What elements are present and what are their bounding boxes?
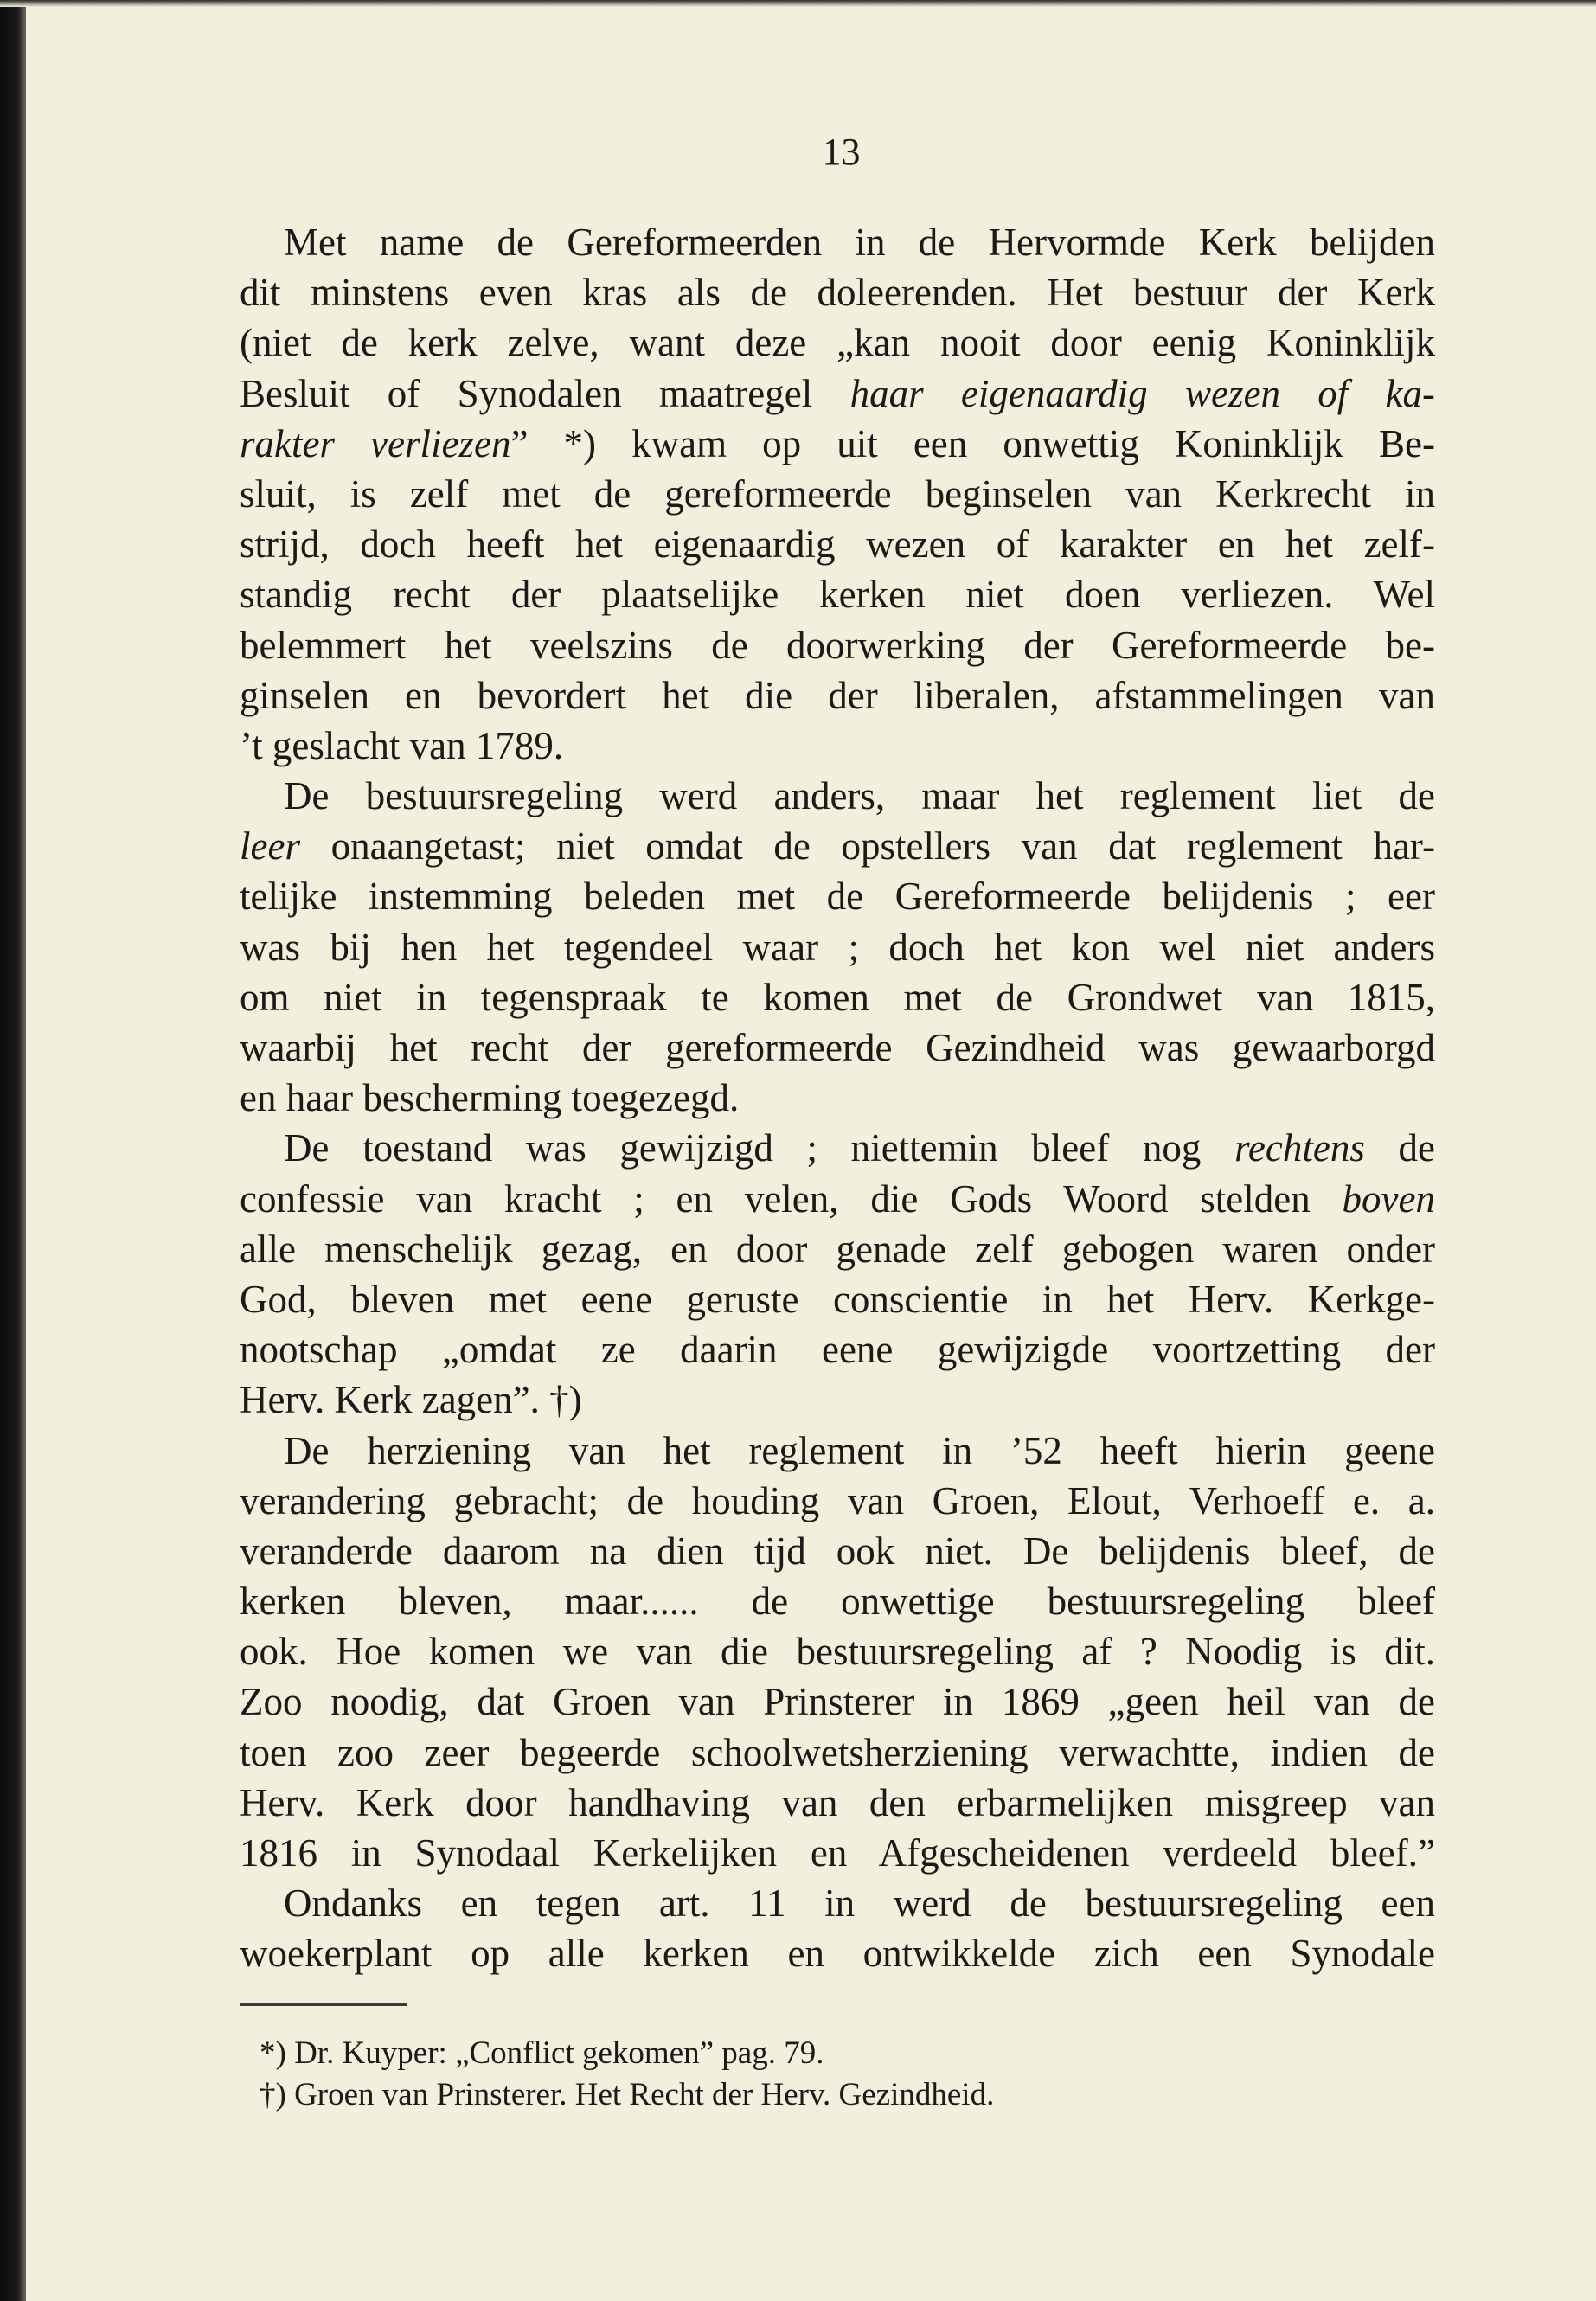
text-segment: De herziening van het reglement in ’52 heeft hierin geene xyxy=(284,1428,1435,1472)
text-line xyxy=(240,1224,1435,1274)
text-line xyxy=(240,1174,1435,1224)
italic-text: haar eigenaardig wezen of ka- xyxy=(849,371,1435,415)
text-segment: (niet de kerk zelve, want deze „kan nooit door eenig Koninklijk xyxy=(240,321,1435,365)
italic-text: rakter verliezen xyxy=(240,421,511,465)
text-segment: Ondanks en tegen art. 11 in werd de bestuursregeling een xyxy=(284,1881,1435,1926)
text-line xyxy=(240,1626,1435,1676)
text-segment: telijke instemming beleden met de Gereformeerde belijdenis ; eer xyxy=(240,875,1435,919)
text-line xyxy=(240,1324,1435,1375)
footnote-rule xyxy=(240,2003,407,2006)
text-segment: onaangetast; niet omdat de opstellers van dat reglement har- xyxy=(299,824,1435,868)
text-line xyxy=(240,1727,1435,1778)
text-line xyxy=(240,469,1435,519)
text-segment: God, bleven met eene geruste conscientie in het Herv. Kerkge- xyxy=(240,1277,1435,1321)
text-line xyxy=(240,771,1435,821)
text-segment: ook. Hoe komen we van die bestuursregeling af ? Noodig is dit. xyxy=(240,1630,1435,1674)
text-segment: veranderde daarom na dien tijd ook niet. De belijdenis bleef, de xyxy=(240,1529,1435,1573)
text-segment: waarbij het recht der gereformeerde Gezindheid was gewaarborgd xyxy=(240,1026,1435,1069)
paragraph xyxy=(240,1878,1435,1978)
paragraph xyxy=(240,1123,1435,1425)
text-segment: ’t geslacht van 1789. xyxy=(240,723,564,767)
text-line xyxy=(240,670,1435,721)
scan-edge xyxy=(0,0,26,2301)
text-segment: 1816 in Synodaal Kerkelijken en Afgescheidenen verdeeld bleef.” xyxy=(240,1831,1435,1875)
paragraph xyxy=(240,1426,1435,1879)
text-line xyxy=(240,972,1435,1022)
text-segment: Besluit of Synodalen maatregel xyxy=(240,371,850,415)
text-line xyxy=(240,721,1435,771)
text-segment: belemmert het veelszins de doorwerking der Gereformeerde be- xyxy=(240,623,1435,667)
text-segment: woekerplant op alle kerken en ontwikkelde zich een Synodale xyxy=(240,1932,1435,1976)
text-segment: om niet in tegenspraak te komen met de Grondwet van 1815, xyxy=(240,975,1435,1019)
text-line xyxy=(240,1828,1435,1878)
text-line xyxy=(240,1426,1435,1476)
text-segment: standig recht der plaatselijke kerken niet doen verliezen. Wel xyxy=(240,573,1435,617)
text-line xyxy=(240,1123,1435,1173)
text-segment: De toestand was gewijzigd ; niettemin bleef nog xyxy=(284,1126,1235,1170)
italic-text: boven xyxy=(1342,1176,1435,1221)
body-text xyxy=(240,217,1435,1979)
text-line xyxy=(240,1476,1435,1526)
text-line xyxy=(240,519,1435,569)
text-line xyxy=(240,1576,1435,1626)
text-line xyxy=(240,1526,1435,1576)
text-line xyxy=(240,217,1435,267)
text-segment: Herv. Kerk door handhaving van den erbarmelijken misgreep van xyxy=(240,1780,1435,1824)
text-segment: en haar bescherming toegezegd. xyxy=(240,1076,740,1120)
text-line xyxy=(240,1022,1435,1073)
paragraph xyxy=(240,771,1435,1123)
text-segment: verandering gebracht; de houding van Groen, Elout, Verhoeff e. a. xyxy=(240,1478,1435,1522)
page-number: 13 xyxy=(822,131,861,173)
text-line xyxy=(240,620,1435,670)
text-segment: de xyxy=(1364,1126,1435,1170)
text-segment: nootschap „omdat ze daarin eene gewijzigde voortzetting der xyxy=(240,1328,1435,1372)
italic-text: leer xyxy=(240,824,300,868)
text-line xyxy=(240,922,1435,972)
text-line xyxy=(240,569,1435,619)
text-line xyxy=(240,1878,1435,1928)
footnote: †) Groen van Prinsterer. Het Recht der Herv. Gezindheid. xyxy=(260,2077,995,2112)
text-line xyxy=(240,1676,1435,1727)
text-segment: dit minstens even kras als de doleerenden. Het bestuur der Kerk xyxy=(240,271,1435,315)
scan-edge-top xyxy=(0,0,1596,7)
text-line xyxy=(240,1274,1435,1324)
text-segment: alle menschelijk gezag, en door genade zelf gebogen waren onder xyxy=(240,1227,1435,1271)
text-line xyxy=(240,871,1435,921)
text-segment: Zoo noodig, dat Groen van Prinsterer in 1869 „geen heil van de xyxy=(240,1680,1435,1724)
text-line xyxy=(240,267,1435,317)
text-segment: ginselen en bevordert het die der liberalen, afstammelingen van xyxy=(240,673,1435,717)
text-line xyxy=(240,419,1435,469)
italic-text: rechtens xyxy=(1234,1126,1365,1170)
text-line xyxy=(240,317,1435,368)
text-segment: ” *) kwam op uit een onwettig Koninklijk Be- xyxy=(510,421,1435,465)
text-line xyxy=(240,369,1435,419)
paragraph xyxy=(240,217,1435,771)
footnotes xyxy=(260,2033,994,2116)
text-segment: was bij hen het tegendeel waar ; doch het kon wel niet anders xyxy=(240,925,1435,969)
text-segment: kerken bleven, maar...... de onwettige bestuursregeling bleef xyxy=(240,1580,1435,1624)
text-line xyxy=(240,1778,1435,1828)
text-segment: sluit, is zelf met de gereformeerde beginselen van Kerkrecht in xyxy=(240,471,1435,516)
text-line xyxy=(240,1073,1435,1123)
text-segment: confessie van kracht ; en velen, die Gods Woord stelden xyxy=(240,1176,1343,1221)
text-line xyxy=(240,821,1435,871)
text-segment: toen zoo zeer begeerde schoolwetsherziening verwachtte, indien de xyxy=(240,1730,1435,1774)
text-line xyxy=(240,1375,1435,1425)
text-segment: De bestuursregeling werd anders, maar het reglement liet de xyxy=(284,774,1435,818)
footnote: *) Dr. Kuyper: „Conflict gekomen” pag. 79. xyxy=(260,2035,824,2071)
text-segment: strijd, doch heeft het eigenaardig wezen of karakter en het zelf- xyxy=(240,522,1435,567)
text-segment: Herv. Kerk zagen”. †) xyxy=(240,1378,582,1422)
text-line xyxy=(240,1928,1435,1978)
text-segment: Met name de Gereformeerden in de Hervormde Kerk belijden xyxy=(284,221,1435,264)
